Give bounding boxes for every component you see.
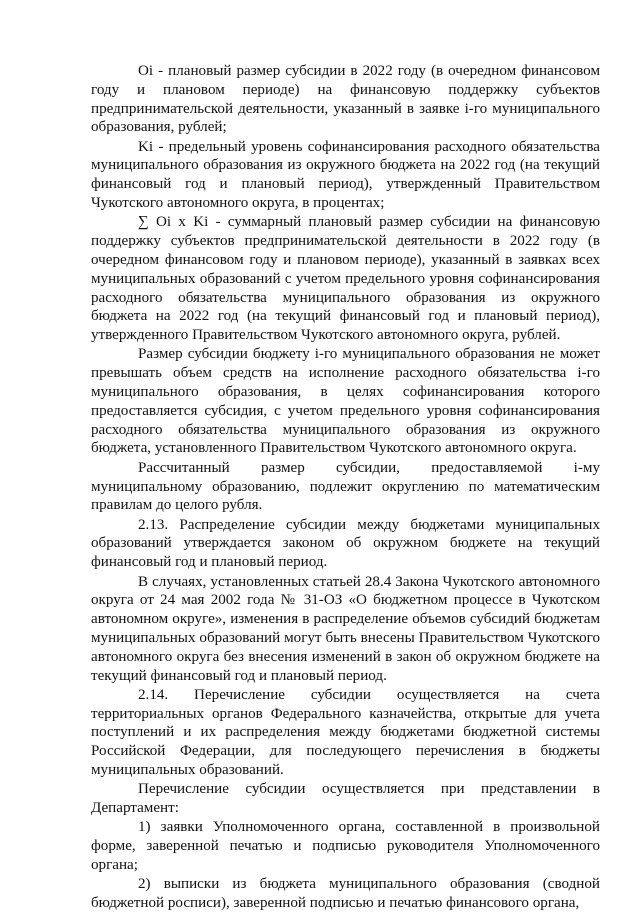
paragraph-2-14: 2.14. Перечисление субсидии осуществляется на счета территориальных органов Федерального казначейства, открытые для учета поступлений и их распределения между бюджетами бюджетной системы Российской Федерации, для последующего перечисления в бюджеты муниципальных образований.	[91, 686, 600, 778]
paragraph-sum-definition: ∑ Oi x Ki - суммарный плановый размер субсидии на финансовую поддержку субъектов предпринимательской деятельности в 2022 году (в очередном финансовом году и плановом периоде), указанный в заявках всех муниципальных образований с учетом предельного уровня софинансирования расходного обязательства муниципального образования из окружного бюджета на 2022 год (на текущий финансовый год и плановый период), утвержденного Правительством Чукотского автономного округа, рублей.	[91, 214, 600, 344]
list-item-1: 1) заявки Уполномоченного органа, составленной в произвольной форме, заверенной печатью и подписью руководителя Уполномоченного органа;	[91, 819, 600, 873]
paragraph-ki-definition: Ki - предельный уровень софинансирования расходного обязательства муниципального образования из окружного бюджета на 2022 год (на текущий финансовый год и плановый период), утвержденный Правительством Чукотского автономного округа, в процентах;	[91, 138, 600, 212]
paragraph-transfer-conditions: Перечисление субсидии осуществляется при представлении в Департамент:	[91, 781, 600, 817]
paragraph-oi-definition: Oi - плановый размер субсидии в 2022 году (в очередном финансовом году и плановом периоде) на финансовую поддержку субъектов предпринимательской деятельности, указанный в заявке i-го муниципального образования, рублей;	[91, 63, 600, 136]
list-item-2: 2) выписки из бюджета муниципального образования (сводной бюджетной росписи), заверенной подписью и печатью финансового органа,	[91, 876, 600, 912]
paragraph-redistribution: В случаях, установленных статьей 28.4 Закона Чукотского автономного округа от 24 мая 2002 года № 31-ОЗ «О бюджетном процессе в Чукотском автономном округе», изменения в распределение объемов субсидий бюджетам муниципальных образований могут быть внесены Правительством Чукотского автономного округа без внесения изменений в закон об окружном бюджете на текущий финансовый год и плановый период.	[91, 573, 600, 684]
paragraph-subsidy-limit: Размер субсидии бюджету i-го муниципального образования не может превышать объем средств на исполнение расходного обязательства i-го муниципального образования, в целях софинансирования которого предоставляется субсидия, с учетом предельного уровня софинансирования расходного обязательства муниципального образования из окружного бюджета, установленного Правительством Чукотского автономного округа.	[91, 346, 600, 457]
paragraph-2-13: 2.13. Распределение субсидии между бюджетами муниципальных образований утверждается законом об окружном бюджете на текущий финансовый год и плановый период.	[91, 516, 600, 571]
paragraph-rounding: Рассчитанный размер субсидии, предоставляемой i-му муниципальному образованию, подлежит округлению по математическим правилам до целого рубля.	[91, 459, 600, 514]
